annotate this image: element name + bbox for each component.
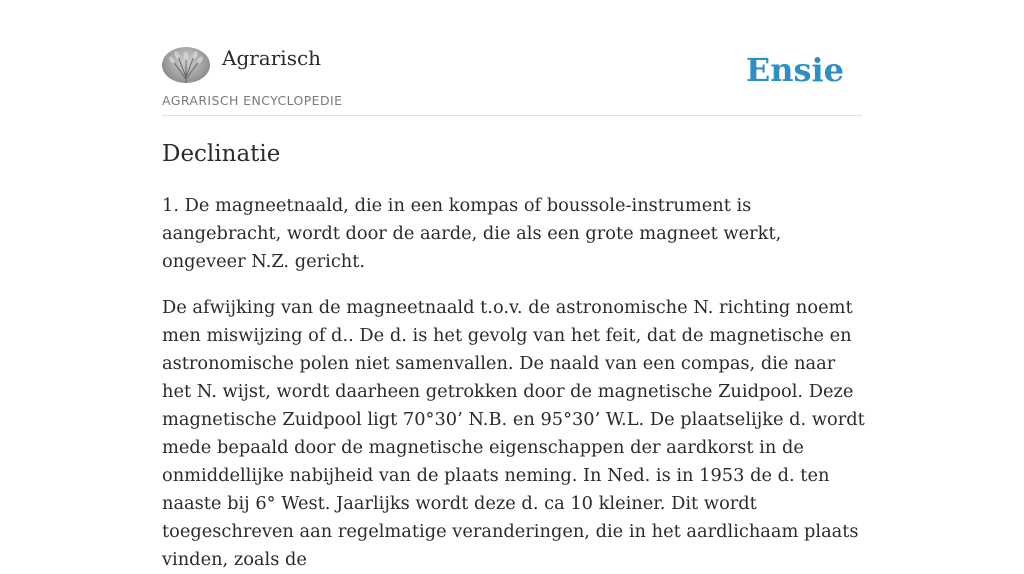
wheat-icon bbox=[162, 47, 210, 83]
article-paragraph: De afwijking van de magneetnaald t.o.v. de astronomische N. richting noemt men miswijzing of d.. De d. is het gevolg van het feit, dat de magnetische en astronomische polen niet samenvallen. De naald van een compas, die naar het N. wijst, wordt daarheen getrokken door de magnetische Zuidpool. Deze magnetische Zuidpool ligt 70°30’ N.B. en 95°30’ W.L. De plaatselijke d. wordt mede bepaald door de magnetische eigenschappen der aardkorst in de onmiddellijke nabijheid van de plaats neming. In Ned. is in 1953 de d. ten naaste bij 6° West. Jaarlijks wordt deze d. ca 10 kleiner. Dit wordt toegeschreven aan regelmatige veranderingen, die in het aardlichaam plaats vinden, zoals de bbox=[162, 297, 865, 570]
article-title: Declinatie bbox=[162, 141, 281, 167]
brand-logo[interactable]: Ensie bbox=[745, 51, 844, 89]
article bbox=[162, 136, 867, 574]
source-name[interactable]: Agrarisch bbox=[222, 46, 322, 70]
source-header bbox=[162, 0, 862, 116]
source-subtitle: AGRARISCH ENCYCLOPEDIE bbox=[162, 93, 343, 108]
source-avatar[interactable] bbox=[162, 47, 210, 83]
article-paragraph: 1. De magneetnaald, die in een kompas of boussole-instrument is aangebracht, wordt door de aarde, die als een grote magneet werkt, ongeveer N.Z. gericht. bbox=[162, 195, 782, 272]
